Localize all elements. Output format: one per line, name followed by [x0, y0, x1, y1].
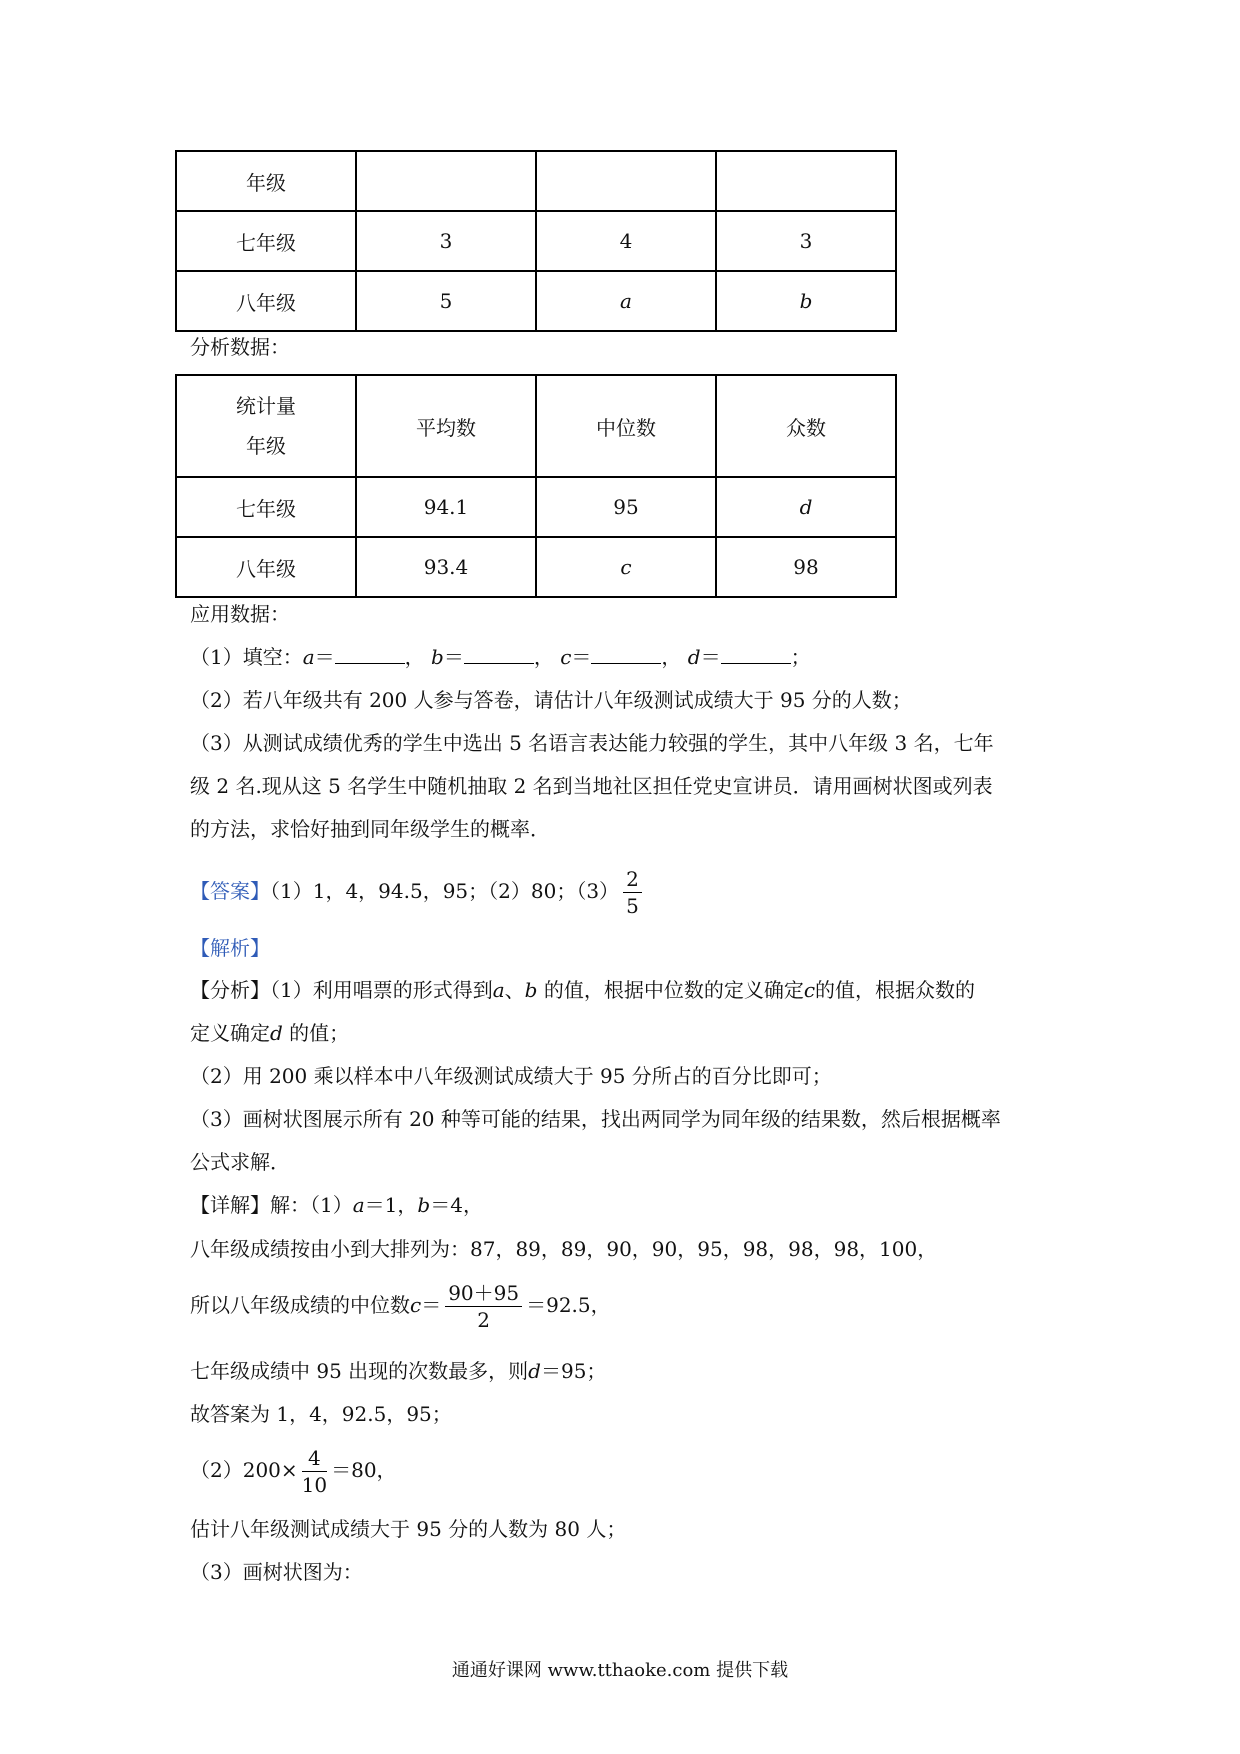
eq: ＝: [571, 645, 592, 669]
page-footer: 通通好课网 www.tthaoke.com 提供下载: [451, 1660, 789, 1681]
text: ＝92.5，: [526, 1293, 611, 1317]
text: （2）200×: [190, 1458, 298, 1482]
var-d: d: [687, 645, 701, 669]
blank-d[interactable]: [721, 645, 791, 664]
fenxi-tag: 【分析】: [190, 978, 270, 1002]
table-row: [176, 375, 896, 477]
table-cell: b: [716, 271, 896, 331]
table-cell: d: [716, 477, 896, 537]
question-2: （2）若八年级共有 200 人参与答卷，请估计八年级测试成绩大于 95 分的人数；: [190, 688, 912, 712]
analysis-tag: 【解析】: [190, 936, 270, 960]
table-cell: 八年级: [176, 537, 356, 597]
var-d: d: [270, 1021, 283, 1045]
var-c: c: [803, 978, 816, 1002]
fraction-denominator: 10: [301, 1473, 328, 1497]
fraction-numerator: 4: [302, 1445, 327, 1472]
fraction-numerator: 2: [623, 866, 642, 893]
table-cell: 5: [356, 271, 536, 331]
text: ＝95；: [540, 1359, 607, 1383]
table-cell: 3: [716, 211, 896, 271]
fenxi-line3: （2）用 200 乘以样本中八年级测试成绩大于 95 分所占的百分比即可；: [190, 1064, 832, 1088]
table-cell: c: [536, 537, 716, 597]
sep: ，: [533, 645, 554, 669]
eq: ＝: [443, 645, 464, 669]
analysis-label: 分析数据：: [190, 335, 290, 359]
text: 七年级成绩中 95 出现的次数最多，则: [190, 1359, 529, 1383]
table-header: 众数: [716, 375, 896, 477]
statistics-table: [175, 374, 897, 598]
detail-line1: [190, 1191, 483, 1219]
var-b: b: [417, 1193, 431, 1217]
answer-tag: 【答案】: [190, 879, 270, 903]
detail-line7: 估计八年级测试成绩大于 95 分的人数为 80 人；: [190, 1517, 627, 1541]
text: ＝: [421, 1293, 442, 1317]
text: 定义确定: [190, 1021, 270, 1045]
end: ；: [790, 645, 811, 669]
sep: ，: [404, 645, 425, 669]
var-a: a: [352, 1193, 365, 1217]
blank-b[interactable]: [464, 645, 534, 664]
var-a: a: [492, 978, 505, 1002]
detail-tag: 【详解】: [190, 1193, 270, 1217]
table-cell: 4: [536, 211, 716, 271]
eq: ＝: [700, 645, 721, 669]
table-row: [176, 211, 896, 271]
table-cell: 七年级: [176, 211, 356, 271]
detail-line3: [190, 1279, 611, 1333]
answer-line: [190, 866, 646, 919]
fenxi-line2: [190, 1019, 349, 1047]
table-header-corner: [176, 375, 356, 477]
fraction-denominator: 5: [626, 894, 639, 918]
table-cell: 98: [716, 537, 896, 597]
table-row: [176, 537, 896, 597]
table-cell: 93.4: [356, 537, 536, 597]
table-cell: [356, 151, 536, 211]
table-cell: [716, 151, 896, 211]
text: 的值，根据中位数的定义确定: [537, 978, 804, 1002]
table-cell: 年级: [176, 151, 356, 211]
var-b: b: [524, 978, 538, 1002]
grade-count-table: [175, 150, 897, 332]
eq: ＝: [314, 645, 335, 669]
table-row: [176, 477, 896, 537]
text: 解：（1）: [270, 1193, 353, 1217]
corner-bottom-label: 年级: [246, 434, 286, 458]
text: ＝80，: [331, 1458, 397, 1482]
detail-line8: （3）画树状图为：: [190, 1560, 363, 1584]
fraction-denominator: 2: [477, 1308, 491, 1332]
var-c: c: [410, 1293, 422, 1317]
question-1: [190, 643, 811, 671]
var-a: a: [302, 645, 315, 669]
table-row: [176, 271, 896, 331]
q1-prefix: （1）填空：: [190, 645, 303, 669]
question-3-line2: 级 2 名.现从这 5 名学生中随机抽取 2 名到当地社区担任党史宣讲员．请用画树状图或列表: [190, 774, 993, 798]
question-3-line1: （3）从测试成绩优秀的学生中选出 5 名语言表达能力较强的学生，其中八年级 3 名，七年: [190, 731, 994, 755]
table-cell: 94.1: [356, 477, 536, 537]
table-header: 中位数: [536, 375, 716, 477]
fraction-numerator: 90＋95: [445, 1280, 522, 1307]
answer-text: （1）1，4，94.5，95；（2）80；（3）: [270, 879, 620, 903]
text: ＝1，: [364, 1193, 418, 1217]
var-d: d: [528, 1359, 541, 1383]
text: （1）利用唱票的形式得到: [270, 978, 493, 1002]
median-fraction: [445, 1280, 522, 1333]
blank-c[interactable]: [591, 645, 661, 664]
ratio-fraction: [302, 1445, 327, 1498]
fenxi-line4: （3）画树状图展示所有 20 种等可能的结果，找出两同学为同年级的结果数，然后根据概率: [190, 1107, 1001, 1131]
fenxi-line5: 公式求解．: [190, 1150, 290, 1174]
detail-line5: 故答案为 1，4，92.5，95；: [190, 1402, 452, 1426]
var-c: c: [560, 645, 572, 669]
apply-label: 应用数据：: [190, 602, 290, 626]
table-cell: 七年级: [176, 477, 356, 537]
table-cell: [536, 151, 716, 211]
text: 、: [504, 978, 525, 1002]
question-3-line3: 的方法，求恰好抽到同年级学生的概率．: [190, 817, 550, 841]
table-row: [176, 151, 896, 211]
fenxi-line1: [190, 976, 975, 1004]
sep: ，: [661, 645, 682, 669]
table-cell: 3: [356, 211, 536, 271]
detail-line2: 八年级成绩按由小到大排列为：87，89，89，90，90，95，98，98，98，100，: [190, 1237, 938, 1261]
table-cell: 八年级: [176, 271, 356, 331]
answer-fraction: [623, 866, 642, 919]
detail-line6: [190, 1444, 397, 1498]
var-b: b: [431, 645, 444, 669]
text: 的值，根据众数的: [815, 978, 976, 1002]
text: 的值；: [282, 1021, 350, 1045]
table-cell: a: [536, 271, 716, 331]
corner-top-label: 统计量: [236, 394, 296, 418]
detail-line4: [190, 1357, 606, 1385]
text: ＝4，: [430, 1193, 483, 1217]
table-header: 平均数: [356, 375, 536, 477]
table-cell: 95: [536, 477, 716, 537]
text: 所以八年级成绩的中位数: [190, 1293, 410, 1317]
blank-a[interactable]: [335, 645, 405, 664]
